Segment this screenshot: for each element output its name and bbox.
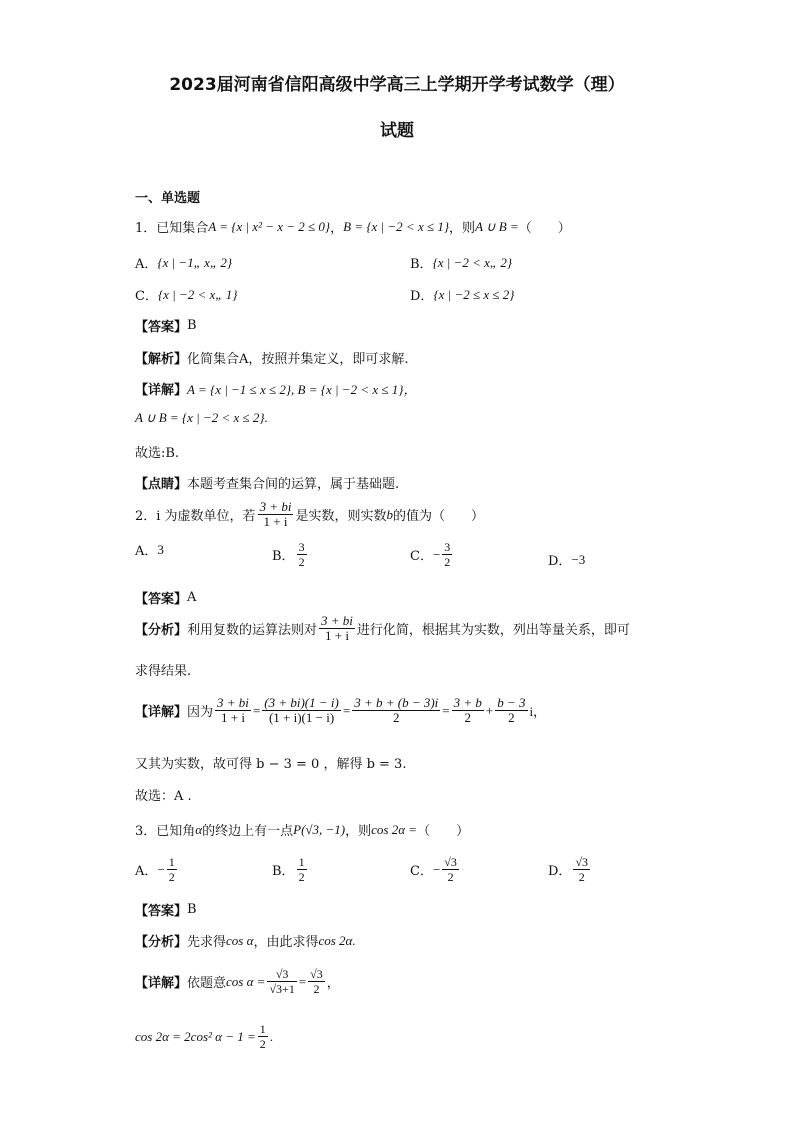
q2-detail-frac3 [352, 696, 440, 725]
q3-option-d-num: √3 [575, 855, 589, 869]
q3-stem [135, 820, 469, 839]
q3-fenxi-cos2: cos 2α. [318, 932, 356, 948]
q2-option-c-label: C． [410, 549, 433, 564]
q1-set-b: B = {x | −2 < x ≤ 1} [343, 218, 450, 234]
q2-option-a-value: 3 [157, 541, 164, 557]
q1-pick: 故选:B. [135, 446, 180, 461]
q2-stem-fraction [258, 500, 294, 529]
q2-answer [135, 588, 196, 607]
q2-detail-frac4 [452, 696, 484, 725]
q3-stem-text-c: ，则 [345, 824, 372, 839]
q3-option-b-fraction [297, 855, 307, 884]
q3-point: P(√3, −1) [293, 821, 346, 837]
q2-fenxi-fraction-num: 3 + bi [321, 613, 353, 628]
q3-option-b [272, 855, 309, 884]
q3-answer [135, 900, 197, 919]
q2-option-c [410, 540, 454, 569]
q1-stem-text-b: ，则 [449, 221, 476, 236]
q3-option-b-num: 1 [298, 855, 305, 869]
q1-answer-value: B [187, 318, 197, 333]
q1-option-c [135, 285, 238, 304]
q1-analysis-tag: 【解析】 [135, 352, 188, 367]
q3-option-a-fraction [167, 855, 177, 884]
q2-detail [135, 696, 546, 725]
q3-fenxi-text-a: 先求得 [187, 935, 227, 950]
q1-detail-line2: A ∪ B = {x | −2 < x ≤ 2}. [135, 410, 268, 425]
q1-detail-tag: 【详解】 [135, 383, 188, 398]
q3-detail-eq: = [298, 973, 307, 989]
q3-detail-text: 依题意 [187, 976, 227, 991]
q3-detail-frac1-den: √3+1 [269, 982, 295, 996]
q2-fenxi-line2: 求得结果. [135, 664, 192, 679]
q3-paren: （ ） [417, 824, 470, 839]
q2-option-b-den: 2 [298, 555, 305, 569]
q3-option-c-den: 2 [447, 870, 454, 884]
q1-option-d-value: {x | −2 ≤ x ≤ 2} [433, 286, 515, 302]
q3-option-d-den: 2 [578, 870, 585, 884]
q2-detail-frac4-num: 3 + b [453, 695, 482, 710]
q2-option-c-fraction [442, 540, 452, 569]
q2-detail-eq2: = [342, 702, 351, 718]
q3-option-d-label: D． [548, 864, 572, 879]
q2-detail-frac5-num: b − 3 [497, 695, 526, 710]
q3-option-c-fraction [442, 855, 459, 884]
q2-detail-eq1: = [252, 702, 261, 718]
q3-option-a-den: 2 [168, 870, 175, 884]
q1-point-tag: 【点睛】 [135, 477, 188, 492]
q2-option-c-num: 3 [444, 540, 451, 554]
q2-fenxi-fraction [319, 614, 355, 643]
q2-fenxi-text-b: 进行化简，根据其为实数，列出等量关系，即可 [356, 623, 630, 638]
q1-point-text: 本题考查集合间的运算，属于基础题. [187, 477, 400, 492]
q2-detail-frac2 [262, 696, 341, 725]
q2-stem-fraction-num: 3 + bi [259, 499, 292, 514]
q2-stem-fraction-den: 1 + i [263, 514, 288, 529]
q2-option-a-label: A． [135, 544, 158, 559]
q1-analysis-text: 化简集合A，按照并集定义，即可求解. [187, 352, 409, 367]
q1-option-a-label: A． [135, 257, 158, 272]
q1-option-d-label: D． [410, 289, 434, 304]
q2-option-b-fraction [297, 540, 307, 569]
q1-stem [135, 217, 571, 236]
q1-option-b-value: {x | −2 < x„ 2} [432, 254, 513, 270]
q2-detail-line2: 又其为实数，故可得 b − 3 = 0 ，解得 b = 3. [135, 757, 407, 772]
q3-detail-line2-num: 1 [259, 1022, 266, 1036]
q2-fenxi [135, 614, 630, 643]
q3-fenxi-cos: cos α [226, 932, 254, 948]
q1-sep: ， [330, 221, 344, 236]
q1-option-c-label: C． [135, 289, 158, 304]
q3-option-a [135, 855, 179, 884]
q3-option-b-den: 2 [298, 870, 305, 884]
q1-option-b [410, 253, 512, 272]
q2-detail-frac3-den: 2 [393, 710, 400, 725]
q3-option-c-sign: − [432, 861, 441, 877]
q2-answer-tag: 【答案】 [135, 592, 188, 607]
q1-detail [135, 379, 416, 398]
q2-detail-tail: i， [529, 704, 547, 719]
q2-stem [135, 500, 484, 529]
q1-paren: （ ） [518, 221, 571, 236]
q2-detail-frac1-num: 3 + bi [217, 695, 249, 710]
q3-option-a-label: A． [135, 864, 158, 879]
q1-option-b-label: B． [410, 257, 433, 272]
q2-detail-text: 因为 [187, 705, 214, 720]
q1-expr: A ∪ B = [475, 218, 519, 234]
q2-option-b [272, 540, 309, 569]
q1-option-c-value: {x | −2 < x„ 1} [157, 286, 238, 302]
q3-stem-text-b: 的终边上有一点 [202, 824, 294, 839]
q2-option-c-sign: − [432, 546, 441, 562]
q2-fenxi-fraction-den: 1 + i [325, 628, 349, 643]
q2-detail-frac3-num: 3 + b + (b − 3)i [354, 695, 439, 710]
q3-detail-line2-den: 2 [259, 1037, 266, 1051]
q2-option-d-label: D． [548, 554, 572, 569]
q3-answer-value: B [187, 902, 197, 917]
q3-detail-line2 [135, 1022, 273, 1051]
q3-alpha: α [195, 821, 203, 837]
q2-detail-plus: + [485, 702, 494, 718]
q3-option-c [410, 855, 461, 884]
q2-option-a [135, 540, 164, 559]
q1-option-a [135, 253, 232, 272]
q2-detail-frac1-den: 1 + i [221, 710, 245, 725]
q3-detail-frac2-den: 2 [313, 982, 320, 996]
q2-fenxi-tag: 【分析】 [135, 623, 188, 638]
q3-detail-line2-text: cos 2α = 2cos² α − 1 = [135, 1028, 256, 1044]
q2-detail-frac5-den: 2 [508, 710, 515, 725]
q1-answer-tag: 【答案】 [135, 320, 188, 335]
q3-stem-text: 3．已知角 [135, 824, 196, 839]
q3-expr: cos 2α = [371, 821, 418, 837]
q3-option-c-num: √3 [444, 855, 457, 869]
q1-point [135, 473, 399, 492]
q3-option-d-fraction [573, 855, 590, 884]
q2-option-d-value: −3 [571, 551, 586, 567]
q3-fenxi-tag: 【分析】 [135, 935, 188, 950]
q1-option-a-value: {x | −1„ x„ 2} [157, 254, 233, 270]
q3-detail-cos: cos α = [226, 973, 266, 989]
q1-set-a: A = {x | x² − x − 2 ≤ 0} [208, 218, 331, 234]
q2-detail-frac2-num: (3 + bi)(1 − i) [264, 695, 339, 710]
q1-answer [135, 316, 197, 335]
q3-detail-line2-dot: . [269, 1028, 274, 1044]
q3-detail-frac2 [308, 967, 325, 996]
q2-option-b-label: B． [272, 549, 295, 564]
q2-var-b: b [386, 506, 393, 522]
q3-detail [135, 967, 340, 996]
q2-stem-text-c: 的值为（ ） [392, 509, 484, 524]
q3-detail-line2-frac [258, 1022, 268, 1051]
q2-option-d [548, 550, 585, 569]
q2-detail-frac1 [215, 696, 251, 725]
q1-option-d [410, 285, 515, 304]
q2-detail-eq3: = [442, 702, 450, 718]
q3-detail-frac2-num: √3 [310, 967, 323, 981]
document-title: 2023届河南省信阳高级中学高三上学期开学考试数学（理） [169, 75, 625, 95]
q2-option-b-num: 3 [298, 540, 305, 554]
q3-option-a-num: 1 [168, 855, 175, 869]
q2-stem-text-b: 是实数，则实数 [295, 509, 387, 524]
q2-detail-frac4-den: 2 [464, 710, 472, 725]
q3-option-c-label: C． [410, 864, 433, 879]
q3-detail-frac1 [267, 967, 296, 996]
q3-option-a-sign: − [157, 861, 165, 877]
q3-detail-frac1-num: √3 [267, 967, 296, 982]
q1-stem-text: 1．已知集合 [135, 221, 209, 236]
q2-answer-value: A [187, 590, 197, 605]
q2-option-c-den: 2 [444, 555, 451, 569]
q3-detail-comma: ， [326, 976, 340, 991]
q2-stem-text: 2．i 为虚数单位，若 [135, 509, 256, 524]
q2-detail-frac2-den: (1 + i)(1 − i) [268, 710, 335, 725]
q2-pick: 故选：A . [135, 789, 192, 804]
q3-answer-tag: 【答案】 [135, 904, 188, 919]
section-heading: 一、单选题 [135, 191, 201, 206]
q3-option-d [548, 855, 592, 884]
q3-option-b-label: B． [272, 864, 295, 879]
q2-detail-frac5 [495, 696, 527, 725]
q3-fenxi-text-b: ，由此求得 [253, 935, 319, 950]
q3-fenxi [135, 931, 356, 950]
q3-detail-tag: 【详解】 [135, 976, 188, 991]
q1-detail-line1: A = {x | −1 ≤ x ≤ 2}, B = {x | −2 < x ≤ 1}， [187, 382, 417, 397]
q2-detail-tag: 【详解】 [135, 705, 188, 720]
q2-fenxi-text-a: 利用复数的运算法则对 [187, 623, 318, 638]
q1-analysis [135, 348, 409, 367]
document-title-line2: 试题 [380, 121, 414, 141]
